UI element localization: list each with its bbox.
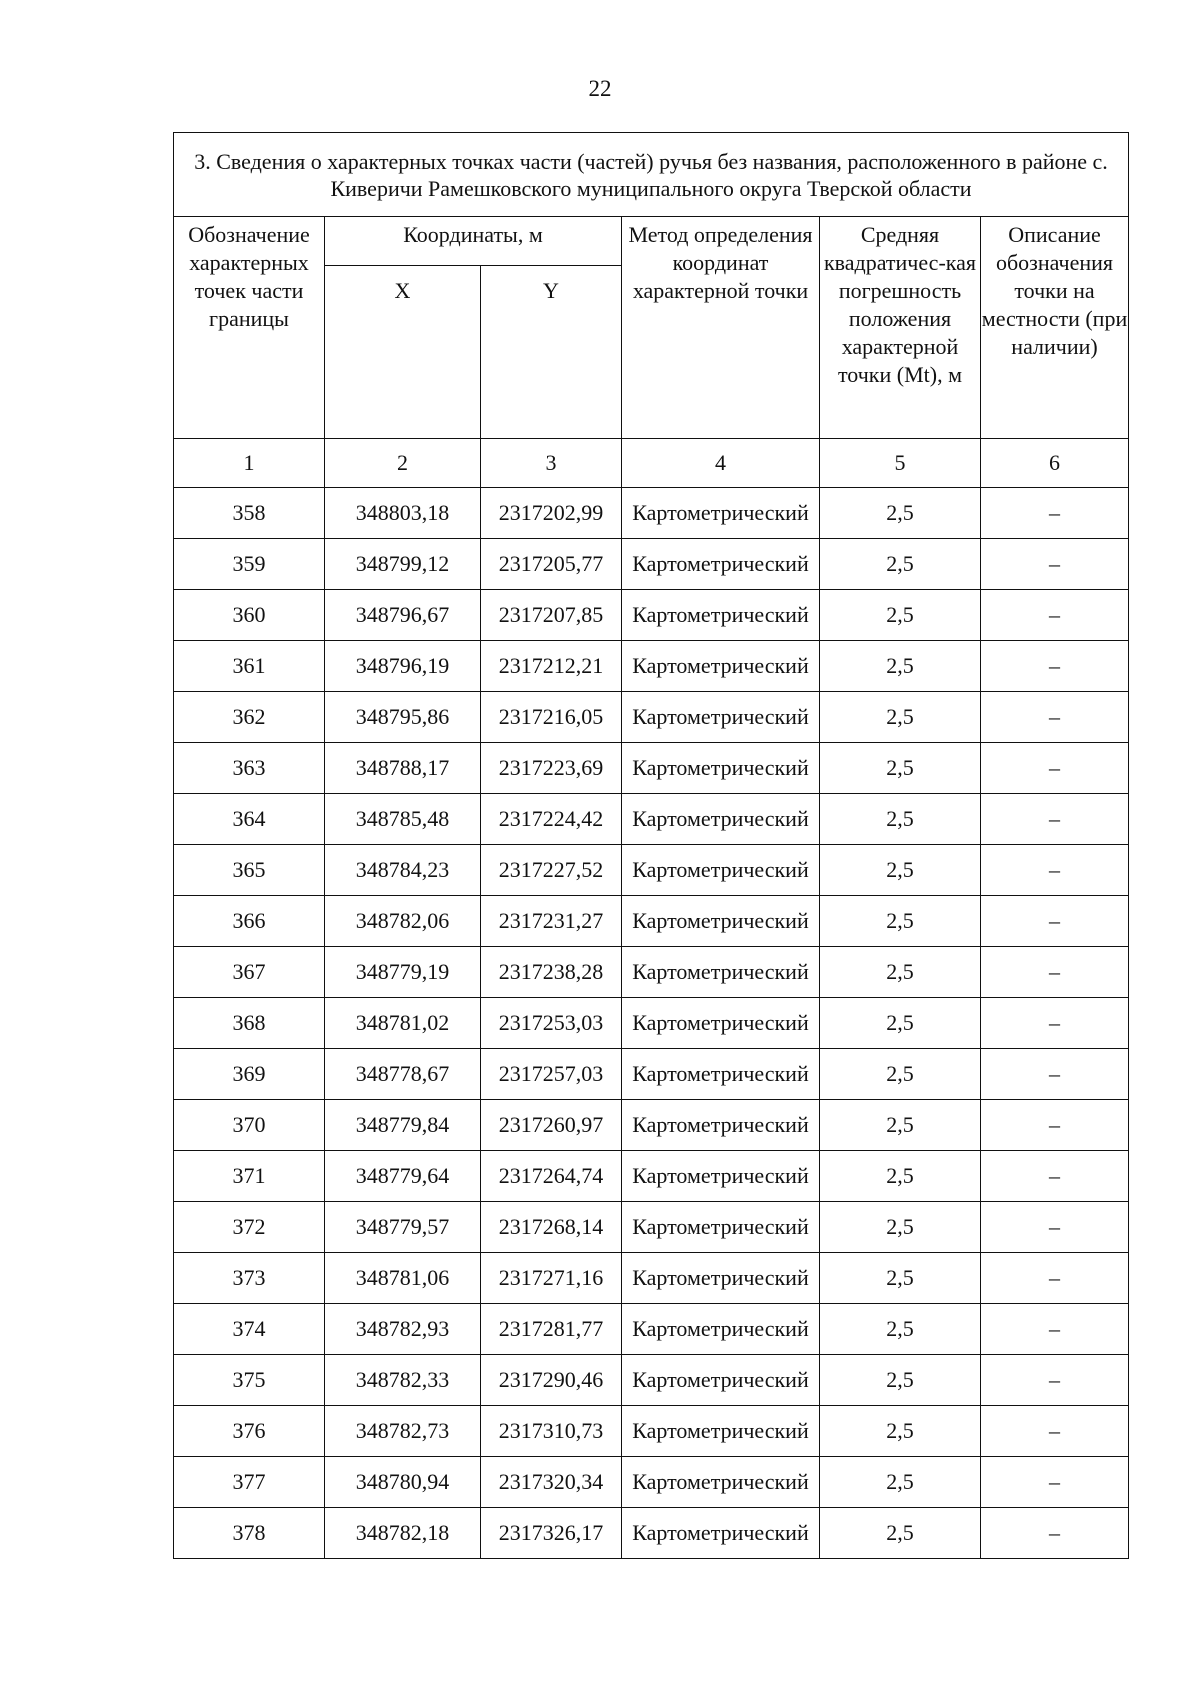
table-row [174, 1253, 1129, 1304]
x-coordinate-cell: 348779,19 [325, 947, 481, 998]
y-coordinate-cell: 2317227,52 [481, 845, 622, 896]
point-cell: 376 [174, 1406, 325, 1457]
y-coordinate-cell: 2317231,27 [481, 896, 622, 947]
x-coordinate-cell: 348778,67 [325, 1049, 481, 1100]
y-coordinate-cell: 2317257,03 [481, 1049, 622, 1100]
y-coordinate-cell: 2317268,14 [481, 1202, 622, 1253]
description-cell: – [981, 692, 1129, 743]
method-cell: Картометрический [622, 1202, 820, 1253]
table-row [174, 692, 1129, 743]
method-cell: Картометрический [622, 1049, 820, 1100]
x-coordinate-cell: 348779,57 [325, 1202, 481, 1253]
table-row [174, 947, 1129, 998]
table-row [174, 794, 1129, 845]
column-number: 2 [325, 439, 481, 488]
header-x: X [325, 266, 481, 439]
table-row [174, 539, 1129, 590]
error-cell: 2,5 [820, 692, 981, 743]
description-cell: – [981, 1508, 1129, 1559]
y-coordinate-cell: 2317223,69 [481, 743, 622, 794]
point-cell: 375 [174, 1355, 325, 1406]
y-coordinate-cell: 2317320,34 [481, 1457, 622, 1508]
y-coordinate-cell: 2317326,17 [481, 1508, 622, 1559]
table-row [174, 1151, 1129, 1202]
x-coordinate-cell: 348779,84 [325, 1100, 481, 1151]
point-cell: 367 [174, 947, 325, 998]
y-coordinate-cell: 2317253,03 [481, 998, 622, 1049]
error-cell: 2,5 [820, 488, 981, 539]
x-coordinate-cell: 348788,17 [325, 743, 481, 794]
x-coordinate-cell: 348782,73 [325, 1406, 481, 1457]
column-numbers-row [174, 439, 1129, 488]
method-cell: Картометрический [622, 896, 820, 947]
description-cell: – [981, 1253, 1129, 1304]
x-coordinate-cell: 348782,33 [325, 1355, 481, 1406]
table-row [174, 590, 1129, 641]
y-coordinate-cell: 2317264,74 [481, 1151, 622, 1202]
point-cell: 370 [174, 1100, 325, 1151]
description-cell: – [981, 998, 1129, 1049]
error-cell: 2,5 [820, 896, 981, 947]
x-coordinate-cell: 348780,94 [325, 1457, 481, 1508]
point-cell: 361 [174, 641, 325, 692]
method-cell: Картометрический [622, 794, 820, 845]
method-cell: Картометрический [622, 1100, 820, 1151]
point-cell: 377 [174, 1457, 325, 1508]
table-row [174, 1406, 1129, 1457]
column-number: 6 [981, 439, 1129, 488]
description-cell: – [981, 896, 1129, 947]
x-coordinate-cell: 348796,19 [325, 641, 481, 692]
description-cell: – [981, 794, 1129, 845]
error-cell: 2,5 [820, 1100, 981, 1151]
point-cell: 358 [174, 488, 325, 539]
point-cell: 366 [174, 896, 325, 947]
table-row [174, 1202, 1129, 1253]
method-cell: Картометрический [622, 1253, 820, 1304]
point-cell: 365 [174, 845, 325, 896]
description-cell: – [981, 845, 1129, 896]
point-cell: 369 [174, 1049, 325, 1100]
header-description: Описание обозначения точки на местности (при наличии) [981, 217, 1129, 439]
method-cell: Картометрический [622, 590, 820, 641]
x-coordinate-cell: 348803,18 [325, 488, 481, 539]
y-coordinate-cell: 2317202,99 [481, 488, 622, 539]
method-cell: Картометрический [622, 1406, 820, 1457]
method-cell: Картометрический [622, 743, 820, 794]
table-row [174, 1457, 1129, 1508]
description-cell: – [981, 1151, 1129, 1202]
x-coordinate-cell: 348781,06 [325, 1253, 481, 1304]
x-coordinate-cell: 348781,02 [325, 998, 481, 1049]
error-cell: 2,5 [820, 794, 981, 845]
x-coordinate-cell: 348779,64 [325, 1151, 481, 1202]
table-caption: 3. Сведения о характерных точках части (частей) ручья без названия, расположенного в районе с. Киверичи Рамешковского муниципального округа Тверской области [174, 133, 1129, 217]
method-cell: Картометрический [622, 1508, 820, 1559]
point-cell: 373 [174, 1253, 325, 1304]
x-coordinate-cell: 348782,06 [325, 896, 481, 947]
error-cell: 2,5 [820, 1253, 981, 1304]
description-cell: – [981, 1355, 1129, 1406]
error-cell: 2,5 [820, 641, 981, 692]
description-cell: – [981, 1406, 1129, 1457]
table-row [174, 1355, 1129, 1406]
error-cell: 2,5 [820, 539, 981, 590]
column-number: 4 [622, 439, 820, 488]
table-body [174, 488, 1129, 1559]
description-cell: – [981, 1202, 1129, 1253]
table-row [174, 743, 1129, 794]
error-cell: 2,5 [820, 1508, 981, 1559]
method-cell: Картометрический [622, 1355, 820, 1406]
table-row [174, 1304, 1129, 1355]
method-cell: Картометрический [622, 641, 820, 692]
error-cell: 2,5 [820, 1049, 981, 1100]
point-cell: 363 [174, 743, 325, 794]
header-coordinates: Координаты, м [325, 217, 622, 266]
point-cell: 378 [174, 1508, 325, 1559]
method-cell: Картометрический [622, 998, 820, 1049]
column-number: 5 [820, 439, 981, 488]
description-cell: – [981, 1049, 1129, 1100]
error-cell: 2,5 [820, 1151, 981, 1202]
error-cell: 2,5 [820, 998, 981, 1049]
point-cell: 371 [174, 1151, 325, 1202]
y-coordinate-cell: 2317271,16 [481, 1253, 622, 1304]
point-cell: 362 [174, 692, 325, 743]
point-cell: 364 [174, 794, 325, 845]
x-coordinate-cell: 348784,23 [325, 845, 481, 896]
error-cell: 2,5 [820, 1406, 981, 1457]
y-coordinate-cell: 2317238,28 [481, 947, 622, 998]
method-cell: Картометрический [622, 1457, 820, 1508]
description-cell: – [981, 488, 1129, 539]
table-row [174, 896, 1129, 947]
method-cell: Картометрический [622, 845, 820, 896]
y-coordinate-cell: 2317260,97 [481, 1100, 622, 1151]
y-coordinate-cell: 2317216,05 [481, 692, 622, 743]
page-number: 22 [588, 76, 612, 101]
x-coordinate-cell: 348795,86 [325, 692, 481, 743]
point-cell: 359 [174, 539, 325, 590]
x-coordinate-cell: 348782,93 [325, 1304, 481, 1355]
x-coordinate-cell: 348799,12 [325, 539, 481, 590]
header-method: Метод определения координат характерной точки [622, 217, 820, 439]
y-coordinate-cell: 2317207,85 [481, 590, 622, 641]
point-cell: 360 [174, 590, 325, 641]
description-cell: – [981, 1457, 1129, 1508]
table-row [174, 1100, 1129, 1151]
column-number: 1 [174, 439, 325, 488]
table-row [174, 845, 1129, 896]
method-cell: Картометрический [622, 692, 820, 743]
table-row [174, 1049, 1129, 1100]
description-cell: – [981, 641, 1129, 692]
x-coordinate-cell: 348796,67 [325, 590, 481, 641]
point-cell: 372 [174, 1202, 325, 1253]
description-cell: – [981, 1304, 1129, 1355]
table-row [174, 998, 1129, 1049]
point-cell: 368 [174, 998, 325, 1049]
error-cell: 2,5 [820, 1304, 981, 1355]
method-cell: Картометрический [622, 539, 820, 590]
header-y: Y [481, 266, 622, 439]
x-coordinate-cell: 348782,18 [325, 1508, 481, 1559]
y-coordinate-cell: 2317310,73 [481, 1406, 622, 1457]
method-cell: Картометрический [622, 1304, 820, 1355]
y-coordinate-cell: 2317205,77 [481, 539, 622, 590]
error-cell: 2,5 [820, 1202, 981, 1253]
y-coordinate-cell: 2317224,42 [481, 794, 622, 845]
table-row [174, 641, 1129, 692]
y-coordinate-cell: 2317281,77 [481, 1304, 622, 1355]
method-cell: Картометрический [622, 488, 820, 539]
method-cell: Картометрический [622, 947, 820, 998]
error-cell: 2,5 [820, 1457, 981, 1508]
table-row [174, 1508, 1129, 1559]
description-cell: – [981, 947, 1129, 998]
x-coordinate-cell: 348785,48 [325, 794, 481, 845]
column-number: 3 [481, 439, 622, 488]
table-row [174, 488, 1129, 539]
description-cell: – [981, 539, 1129, 590]
description-cell: – [981, 590, 1129, 641]
error-cell: 2,5 [820, 947, 981, 998]
y-coordinate-cell: 2317290,46 [481, 1355, 622, 1406]
point-cell: 374 [174, 1304, 325, 1355]
method-cell: Картометрический [622, 1151, 820, 1202]
error-cell: 2,5 [820, 743, 981, 794]
header-point: Обозначение характерных точек части границы [174, 217, 325, 439]
error-cell: 2,5 [820, 845, 981, 896]
error-cell: 2,5 [820, 1355, 981, 1406]
header-error: Средняя квадратичес-кая погрешность положения характерной точки (Mt), м [820, 217, 981, 439]
description-cell: – [981, 743, 1129, 794]
y-coordinate-cell: 2317212,21 [481, 641, 622, 692]
description-cell: – [981, 1100, 1129, 1151]
error-cell: 2,5 [820, 590, 981, 641]
characteristic-points-table [173, 132, 1129, 1559]
